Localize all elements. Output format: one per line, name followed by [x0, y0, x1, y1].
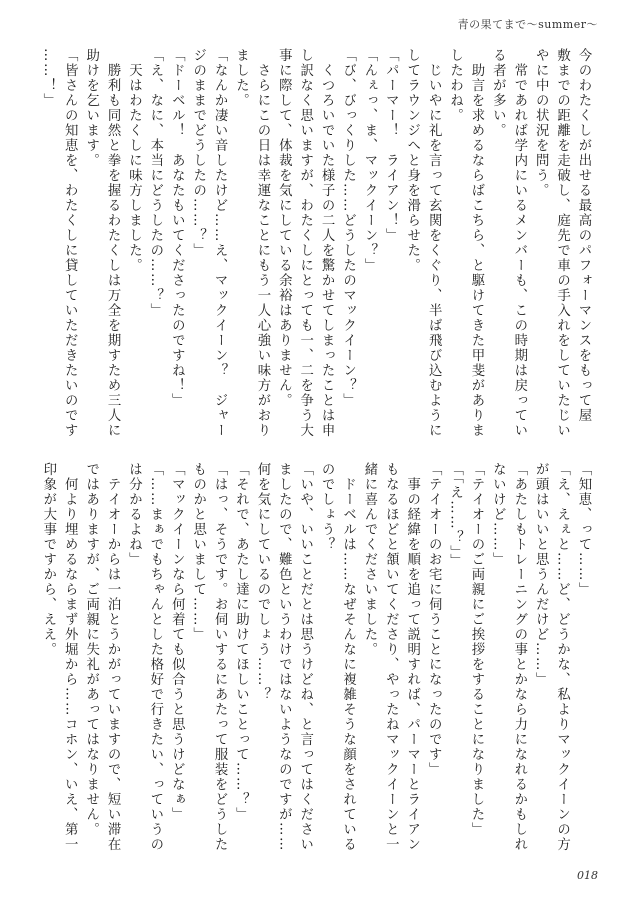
text-line: ジのままでどうしたの……？」 [190, 48, 206, 258]
text-line: 勝利も同然と拳を握るわたくしは万全を期すため三人に [105, 48, 121, 438]
text-line: 「皆さんの知恵を、わたくしに貸していただきたいのです [62, 48, 78, 438]
text-line: ましたので、難色というわけではないようなのですが…… [276, 462, 292, 852]
text-line: 「マックイーンなら何着ても似合うと思うけどなぁ」 [169, 462, 185, 822]
text-block-bottom [34, 462, 594, 852]
text-line: 事に際して、体裁を気にしている余裕はありません。 [276, 48, 292, 408]
text-line: 「え、えぇと……ど、どうかな、私よりマックイーンの方 [554, 462, 570, 852]
text-line: ました。 [233, 48, 249, 108]
text-line: 何を気にしているのでしょう……？ [254, 462, 270, 702]
text-line: さらにこの日は幸運なことにもう一人心強い味方がおり [254, 48, 270, 438]
text-line: のでしょう？ [319, 462, 335, 552]
text-line: ではありますが、ご両親に失礼があってはなりません。 [83, 462, 99, 837]
text-line: し訳なく思いますが、わたくしにとっても一、二を争う大 [297, 48, 313, 438]
text-line: 「テイオーのお宅に伺うことになったのです」 [426, 462, 442, 777]
text-line: 「ドーベル！ あなたもいてくださったのですね！」 [169, 48, 185, 408]
text-line: やに中の状況を問う。 [533, 48, 549, 198]
text-block-top [34, 48, 594, 438]
text-line: 「それで、あたし達に助けてほしいことって……？」 [233, 462, 249, 822]
text-line: もなるほどと頷いてくださり、やったねマックイーンと一 [383, 462, 399, 852]
text-line: る者が多い。 [490, 48, 506, 138]
text-line: が頭はいいと思うんだけど……」 [533, 462, 549, 687]
text-line: 「び、びっくりした……どうしたのマックイーン？」 [340, 48, 356, 408]
text-line: じいやに礼を言って玄関をくぐり、半ば飛び込むように [426, 48, 442, 438]
text-line: 「はっ、そうです。お伺いするにあたって服装をどうした [212, 462, 228, 852]
text-line: 「テイオーのご両親にご挨拶をすることになりました」 [468, 462, 484, 837]
text-line: 「「え……？」」 [447, 462, 463, 569]
text-line: 「なんか凄い音したけど……え、マックイーン？ ジャー [212, 48, 228, 438]
running-header: 青の果てまで〜summer〜 [457, 18, 598, 31]
text-line: くつろいでいた様子の二人を驚かせてしまったことは申 [319, 48, 335, 438]
text-line: ものかと思いまして……」 [190, 462, 206, 642]
text-line: テイオーからは一泊とうかがっていますので、短い滞在 [105, 462, 121, 852]
text-line: 事の経緯を順を追って説明すれば、パーマーとライアン [404, 462, 420, 852]
text-line: 「知恵、って……」 [576, 462, 591, 597]
text-line: 天はわたくしに味方しました。 [126, 48, 142, 273]
text-line: 常であれば学内にいるメンバーも、この時期は戻ってい [511, 48, 527, 438]
text-line: したわね。 [447, 48, 463, 123]
text-line: 「あたしもトレーニングの事とかなら力になれるかもしれ [511, 462, 527, 852]
text-line: 敷までの距離を走破し、庭先で車の手入れをしていたじい [554, 48, 570, 438]
text-line: 今のわたくしが出せる最高のパフォーマンスをもって屋 [576, 48, 591, 423]
text-line: ドーベルは……なぜそんなに複雑そうな顔をされている [340, 462, 356, 852]
text-line: 緒に喜んでくださいました。 [361, 462, 377, 657]
text-line: は分かるよね」 [126, 462, 142, 567]
text-line: してラウンジへと身を滑らせた。 [404, 48, 420, 273]
text-line: 「パーマー！ ライアン！」 [383, 48, 399, 243]
text-line: ないけど……」 [490, 462, 506, 567]
text-line: 助言を求めるならばこちら、と駆けてきた甲斐がありま [468, 48, 484, 438]
text-line: 助けを乞います。 [83, 48, 99, 168]
text-line: ……！」 [40, 48, 56, 108]
text-line: 「んぇっ、ま、マックイーン？」 [361, 48, 377, 273]
text-line: 何より埋めるならまず外堀から……コホン、いえ、第一 [62, 462, 78, 852]
page-number: 018 [577, 869, 598, 882]
text-line: 「え、なに、本当にどうしたの……？」 [147, 48, 163, 318]
text-line: 印象が大事ですから、ええ。 [40, 462, 56, 657]
text-line: 「いや、いいことだとは思うけどね、と言ってはください [297, 462, 313, 852]
text-line: 「……まぁでもちゃんとした格好で行きたい、っていうの [147, 462, 163, 852]
